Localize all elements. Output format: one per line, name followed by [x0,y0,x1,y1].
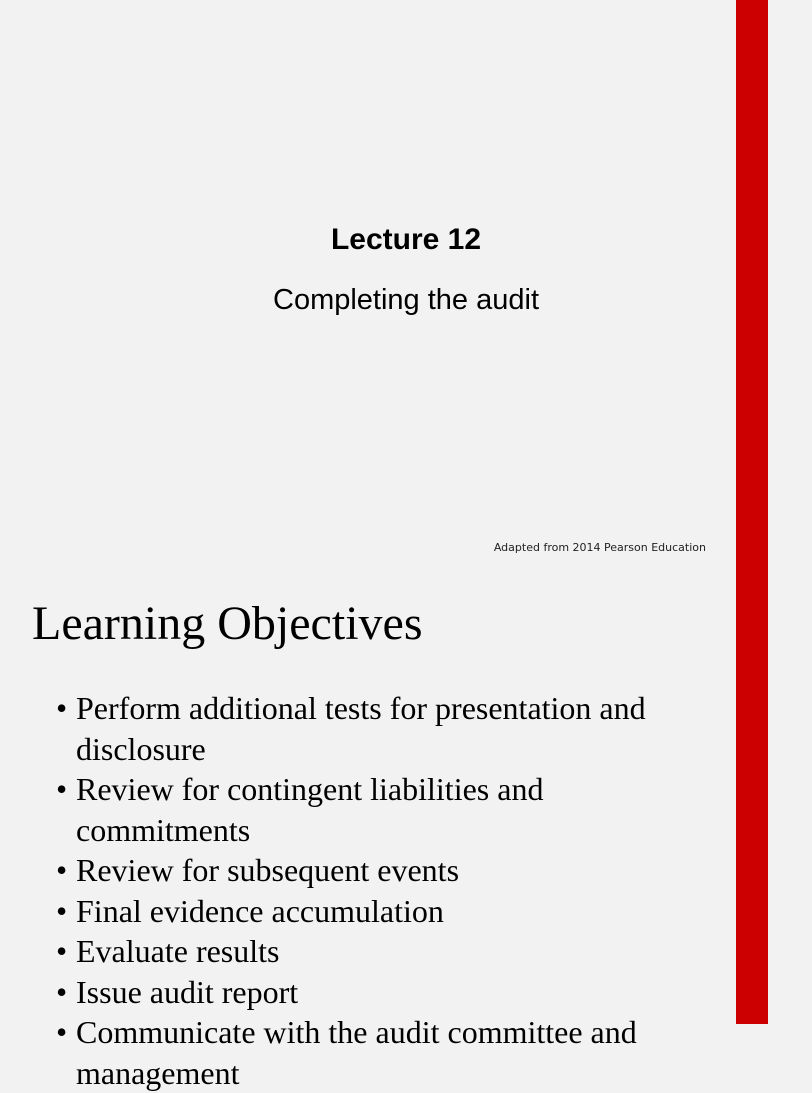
list-item [56,931,716,972]
objectives-heading: Learning Objectives [32,597,423,650]
list-item [56,891,716,932]
list-item [56,769,716,850]
objectives-slide [0,572,736,1091]
objective-text: Communicate with the audit committee and management [76,1014,637,1091]
bullet-icon: • [56,690,68,726]
objective-text: Evaluate results [76,933,280,969]
lecture-title: Lecture 12 [330,223,482,256]
bullet-icon: • [56,892,68,929]
objective-text: Review for subsequent events [76,852,460,888]
list-item [56,1012,716,1093]
objective-text: Review for contingent liabilities and commitments [76,771,544,848]
objectives-list [56,688,716,1093]
lecture-subtitle: Completing the audit [273,284,539,316]
objective-text: Issue audit report [76,973,299,1010]
bullet-icon: • [56,933,68,969]
list-item [56,850,716,891]
accent-bar [736,0,768,1024]
objective-text: Final evidence accumulation [76,892,444,929]
bullet-icon: • [56,771,68,807]
title-slide [0,0,736,572]
source-credit: Adapted from 2014 Pearson Education [493,541,706,554]
bullet-icon: • [56,1014,68,1050]
objective-text: Perform additional tests for presentation and disclosure [76,690,646,767]
list-item [56,688,716,769]
bullet-icon: • [56,852,68,888]
list-item [56,972,716,1013]
bullet-icon: • [56,973,68,1010]
